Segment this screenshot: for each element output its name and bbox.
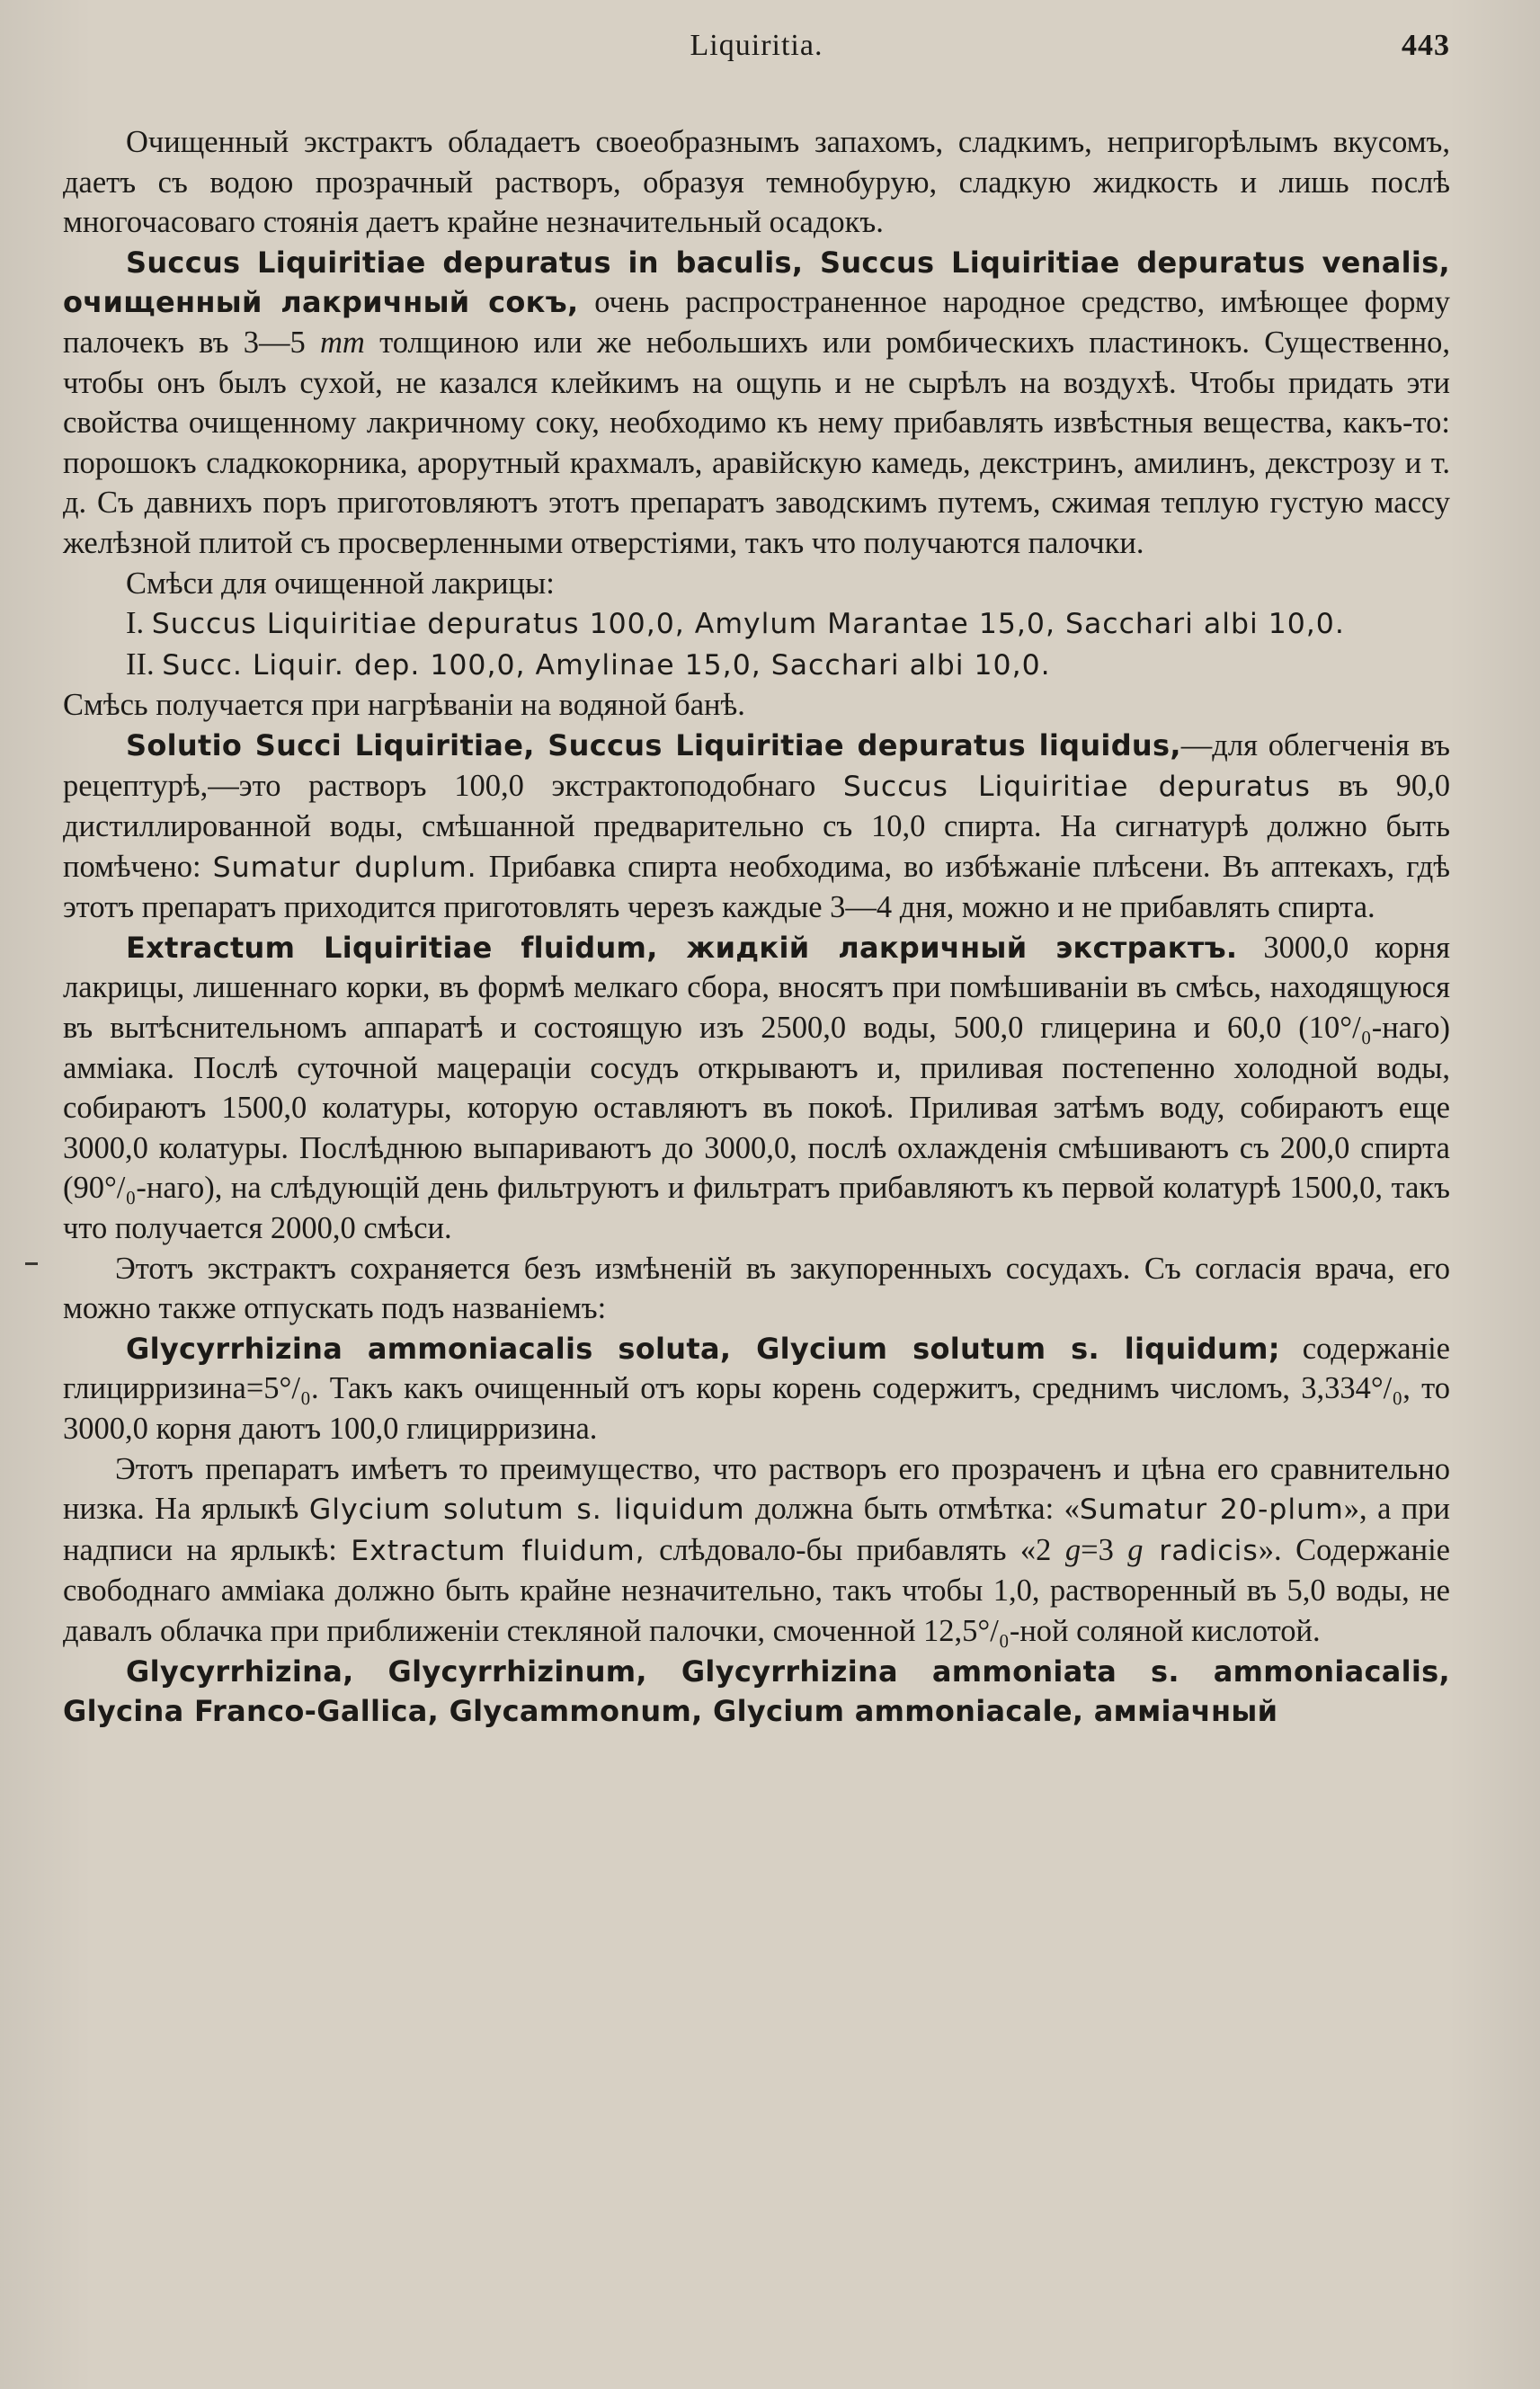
paragraph-advantage: Этотъ препаратъ имѣетъ то преимущество, что растворъ его прозраченъ и цѣна его сравнительно низка. На ярлыкѣ Glycium solutum s. liquidum должна быть отмѣтка: «Sumatur 20-plum», а при надписи на ярлыкѣ: Extractum fluidum, слѣдовало-бы прибавлять «2 g=3 g radicis». Содержаніе свободнаго амміака должно быть крайне незначительно, такъ чтобы 1,0, растворенный въ 5,0 воды, не давалъ облачка при приближеніи стекляной палочки, смоченной 12,5°/₀-ной соляной кислотой. [63, 1451, 1451, 1648]
page-number: 443 [1402, 29, 1450, 62]
page-body [63, 122, 1450, 1732]
paragraph-extract-description: Очищенный экстрактъ обладаетъ своеобразнымъ запахомъ, сладкимъ, непригорѣлымъ вкусомъ, даетъ съ водою прозрачный растворъ, образуя темнобурую, сладкую жидкость и лишь послѣ многочасоваго стоянія даетъ крайне незначительный осадокъ. [63, 125, 1450, 240]
paragraph-solutio-succi: Solutio Succi Liquiritiae, Succus Liquiritiae depuratus liquidus,—для облегченія въ рецептурѣ,—это растворъ 100,0 экстрактоподобнаго Succus Liquiritiae depuratus въ 90,0 дистиллированной воды, смѣшанной предварительно съ 10,0 спирта. На сигнатурѣ должно быть помѣчено: Sumatur duplum. Прибавка спирта необходима, во избѣжаніе плѣсени. Въ аптекахъ, гдѣ этотъ препаратъ приходится приготовлять черезъ каждые 3—4 дня, можно и не прибавлять спирта. [63, 727, 1450, 925]
recipe-1: I. Succus Liquiritiae depuratus 100,0, Amylum Marantae 15,0, Sacchari albi 10,0. [126, 606, 1345, 641]
paragraph-water-bath: Смѣсь получается при нагрѣваніи на водяной банѣ. [63, 688, 745, 723]
entry-heading: Solutio Succi Liquiritiae, Succus Liquiritiae depuratus liquidus, [126, 727, 1181, 762]
paragraph-extractum-fluidum: Extractum Liquiritiae fluidum, жидкій лакричный экстрактъ. 3000,0 корня лакрицы, лишеннаго корки, въ формѣ мелкаго сбора, вносятъ при помѣшиваніи въ смѣсь, находящуюся въ вытѣснительномъ аппаратѣ и состоящую изъ 2500,0 воды, 500,0 глицерина и 60,0 (10°/₀-наго) амміака. Послѣ суточной мацераціи сосудъ открываютъ и, приливая постепенно холодной воды, собираютъ 1500,0 колатуры, которую оставляютъ въ покоѣ. Приливая затѣмъ воду, собираютъ еще 3000,0 колатуры. Послѣднюю выпариваютъ до 3000,0, послѣ охлажденія смѣшиваютъ съ 200,0 спирта (90°/₀-наго), на слѣдующій день фильтруютъ и фильтратъ прибавляютъ къ первой колатурѣ 1500,0, такъ что получается 2000,0 смѣси. [63, 930, 1450, 1246]
paragraph-succus-baculis: Succus Liquiritiae depuratus in baculis, Succus Liquiritiae depuratus venalis, очищенный лакричный сокъ, очень распространенное народное средство, имѣющее форму палочекъ въ 3—5 mm толщиною или же небольшихъ или ромбическихъ пластинокъ. Существенно, чтобы онъ былъ сухой, не казался клейкимъ на ощупь и не сырѣлъ на воздухѣ. Чтобы придать эти свойства очищенному лакричному соку, необходимо къ нему прибавлять извѣстныя вещества, какъ-то: порошокъ сладкокорника, арорутный крахмалъ, аравійскую камедь, декстринъ, амилинъ, декстрозу и т. д. Съ давнихъ поръ приготовляютъ этотъ препаратъ заводскимъ путемъ, сжимая теплую густую массу желѣзной плитой съ просверленными отверстіями, такъ что получаются палочки. [63, 245, 1450, 560]
paragraph-glycyrrhizina-soluta: Glycyrrhizina ammoniacalis soluta, Glycium solutum s. liquidum; содержаніе глицирризина=5°/₀. Такъ какъ очищенный отъ коры корень содержитъ, среднимъ числомъ, 3,334°/₀, то 3000,0 корня даютъ 100,0 глицирризина. [63, 1331, 1450, 1446]
paragraph-mixtures-intro: Смѣси для очищенной лакрицы: [126, 566, 555, 601]
paragraph-glycyrrhizina-synonyms [63, 1652, 1450, 1732]
entry-heading: Succus Liquiritiae depuratus in baculis, Succus Liquiritiae depuratus venalis, очищенный лакричный сокъ, [63, 245, 1450, 320]
running-head [63, 29, 1450, 68]
entry-heading: Glycyrrhizina, Glycyrrhizinum, Glycyrrhizina ammoniata s. ammoniacalis, Glycina Franco-Gallica, Glycammonum, Glycium ammoniacale, амміачный [63, 1654, 1450, 1729]
margin-dash [25, 1262, 38, 1265]
recipe-2: II. Succ. Liquir. dep. 100,0, Amylinae 15,0, Sacchari albi 10,0. [126, 646, 1051, 682]
running-title: Liquiritia. [690, 29, 823, 62]
entry-heading: Glycyrrhizina ammoniacalis soluta, Glycium solutum s. liquidum; [126, 1331, 1280, 1366]
entry-heading: Extractum Liquiritiae fluidum, жидкій лакричный экстрактъ. [126, 930, 1238, 965]
paragraph-storage: Этотъ экстрактъ сохраняется безъ измѣненій въ закупоренныхъ сосудахъ. Съ согласія врача, его можно также отпускать подъ названіемъ: [63, 1251, 1450, 1326]
